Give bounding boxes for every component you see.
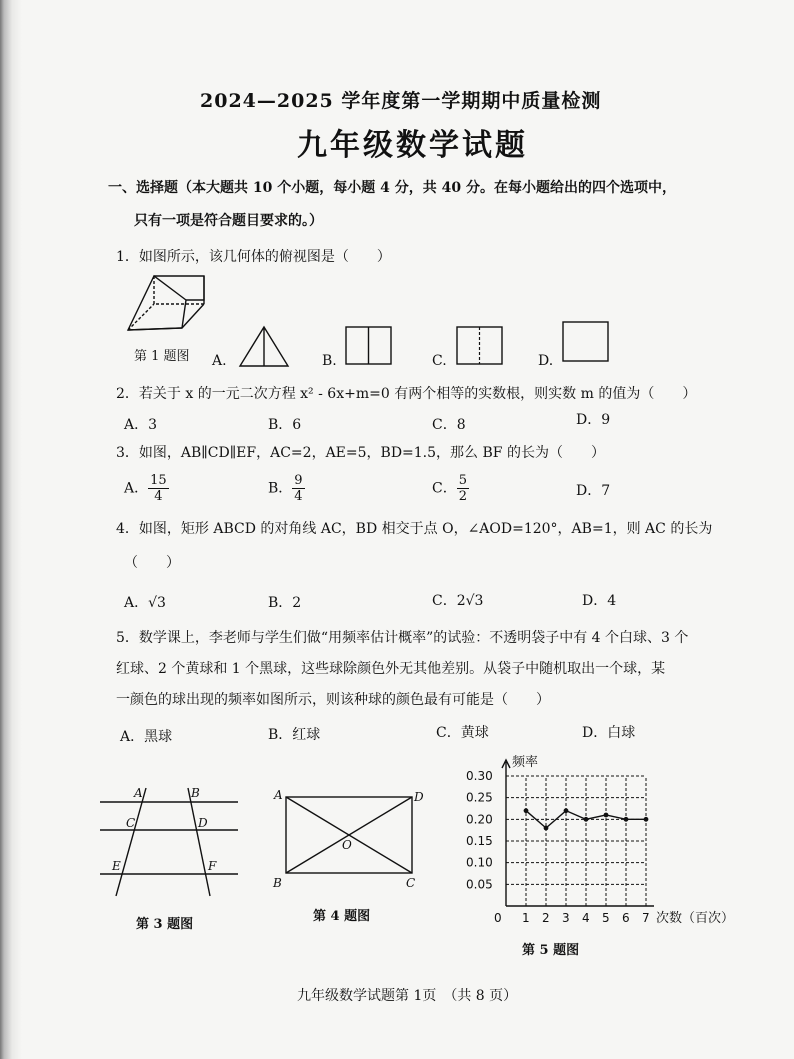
q3-option-d: D．7 bbox=[576, 483, 611, 499]
q3-option-b-fraction bbox=[292, 473, 304, 504]
q1-option-d-label: D. bbox=[538, 353, 554, 369]
fig3-label-d: D bbox=[198, 816, 208, 830]
chart-xtick-label: 3 bbox=[562, 911, 570, 925]
chart-data-point bbox=[524, 808, 529, 813]
chart-ytick-label: 0.05 bbox=[466, 877, 493, 892]
q3-stem: 3．如图，AB∥CD∥EF，AC=2，AE=5，BD=1.5，那么 BF 的长为（ ） bbox=[116, 445, 605, 461]
fig4-label-o: O bbox=[342, 838, 352, 852]
fig4-label-a: A bbox=[274, 788, 283, 802]
chart-ytick-label: 0.10 bbox=[466, 855, 493, 870]
chart-xtick-label: 2 bbox=[542, 911, 550, 925]
fig4-label-c: C bbox=[406, 876, 416, 890]
q4-option-d: D．4 bbox=[582, 593, 617, 609]
q2-option-b: B．6 bbox=[268, 417, 302, 433]
q1-option-c-rect bbox=[456, 326, 504, 366]
scan-binding-edge bbox=[0, 0, 22, 1059]
q1-option-a-label: A. bbox=[212, 353, 227, 369]
fig3-label-a: A bbox=[134, 786, 143, 800]
section-heading-line2: 只有一项是符合题目要求的。） bbox=[134, 213, 323, 229]
chart-y-axis-label: 频率 bbox=[512, 755, 539, 770]
chart-data-point bbox=[624, 817, 629, 822]
q4-paren: （ ） bbox=[124, 555, 180, 571]
q1-option-c-label: C. bbox=[432, 353, 447, 369]
q5-option-a: A．黑球 bbox=[120, 729, 173, 745]
q1-option-b-rect bbox=[345, 326, 393, 366]
section-heading-line1: 一、选择题（本大题共 10 个小题，每小题 4 分，共 40 分。在每小题给出的四个选项中， bbox=[108, 180, 676, 196]
chart-xtick-label: 1 bbox=[522, 911, 530, 925]
chart-xtick-label: 6 bbox=[622, 911, 630, 925]
q3-option-a-label: A． bbox=[124, 480, 149, 497]
chart-origin-label: 0 bbox=[494, 911, 502, 925]
q4-option-a: A．√3 bbox=[124, 595, 166, 611]
q5-stem-line1: 5．数学课上，李老师与学生们做“用频率估计概率”的试验：不透明袋子中有 4 个白球、3 个 bbox=[116, 630, 689, 646]
chart-data-point bbox=[604, 813, 609, 818]
q1-prism-figure bbox=[124, 270, 210, 336]
fig4-caption: 第 4 题图 bbox=[313, 909, 371, 924]
q2-option-a: A．3 bbox=[124, 417, 158, 433]
chart-ytick-label: 0.20 bbox=[466, 812, 493, 827]
q3-option-b bbox=[268, 473, 305, 504]
q1-stem: 1．如图所示，该几何体的俯视图是（ ） bbox=[116, 249, 391, 265]
chart-data-point bbox=[584, 817, 589, 822]
q3-option-b-numerator: 9 bbox=[294, 473, 303, 488]
q3-option-b-label: B． bbox=[268, 480, 293, 497]
fig3-label-b: B bbox=[191, 786, 200, 800]
q3-option-a-denominator: 4 bbox=[154, 489, 163, 504]
q1-option-b-label: B. bbox=[322, 353, 337, 369]
q3-option-c bbox=[432, 473, 469, 504]
q3-option-c-label: C． bbox=[432, 480, 457, 497]
fig3-label-e: E bbox=[112, 859, 121, 873]
fig3-transversal-right bbox=[188, 788, 210, 896]
q5-stem-line3: 一颜色的球出现的频率如图所示，则该种球的颜色最有可能是（ ） bbox=[116, 692, 550, 708]
chart-x-axis-label: 次数（百次） bbox=[656, 911, 735, 926]
fig3-caption: 第 3 题图 bbox=[136, 917, 194, 932]
q3-option-b-denominator: 4 bbox=[294, 489, 303, 504]
fig4-label-b: B bbox=[273, 876, 282, 890]
q5-option-b: B．红球 bbox=[268, 727, 321, 743]
fig4-rectangle bbox=[270, 785, 430, 895]
q5-option-c: C．黄球 bbox=[436, 725, 489, 741]
chart-data-point bbox=[644, 817, 649, 822]
q2-option-c: C．8 bbox=[432, 417, 466, 433]
fig4-label-d: D bbox=[414, 790, 424, 804]
chart-xtick-label: 4 bbox=[582, 911, 590, 925]
fig5-frequency-chart bbox=[458, 748, 758, 928]
exam-title: 九年级数学试题 bbox=[297, 128, 528, 163]
q3-option-a bbox=[124, 473, 169, 504]
q4-stem: 4．如图，矩形 ABCD 的对角线 AC，BD 相交于点 O，∠AOD=120°，AB=1，则 AC 的长为 bbox=[116, 521, 713, 537]
q5-option-d: D．白球 bbox=[582, 725, 636, 741]
page-footer: 九年级数学试题第 1页 （共 8 页） bbox=[297, 988, 518, 1004]
chart-xtick-label: 5 bbox=[602, 911, 610, 925]
exam-subtitle: 2024—2025 学年度第一学期期中质量检测 bbox=[200, 90, 602, 112]
q3-option-c-denominator: 2 bbox=[458, 489, 467, 504]
q3-option-a-fraction bbox=[148, 473, 169, 504]
fig3-transversal-left bbox=[116, 788, 146, 896]
chart-ytick-label: 0.30 bbox=[466, 769, 493, 783]
fig3-label-f: F bbox=[208, 859, 217, 873]
fig5-caption: 第 5 题图 bbox=[522, 943, 580, 958]
chart-data-point bbox=[544, 826, 549, 831]
fig3-label-c: C bbox=[126, 816, 136, 830]
chart-ytick-label: 0.25 bbox=[466, 790, 493, 805]
chart-ytick-label: 0.15 bbox=[466, 834, 493, 848]
chart-data-point bbox=[564, 808, 569, 813]
chart-xtick-label: 7 bbox=[642, 911, 650, 925]
q3-option-c-numerator: 5 bbox=[458, 473, 467, 488]
q1-figure-caption: 第 1 题图 bbox=[134, 349, 190, 364]
q4-option-b: B．2 bbox=[268, 595, 302, 611]
fig3-parallel-lines bbox=[96, 782, 246, 902]
q5-stem-line2: 红球、2 个黄球和 1 个黑球，这些球除颜色外无其他差别。从袋子中随机取出一个球，某 bbox=[116, 661, 666, 677]
q2-option-d: D．9 bbox=[576, 412, 611, 428]
q3-option-c-fraction bbox=[457, 473, 469, 504]
q4-option-c: C．2√3 bbox=[432, 593, 484, 609]
q3-option-a-numerator: 15 bbox=[150, 473, 167, 488]
q2-stem: 2．若关于 x 的一元二次方程 x² - 6x+m=0 有两个相等的实数根，则实数 m 的值为（ ） bbox=[116, 386, 697, 402]
q1-option-d-rect bbox=[562, 321, 610, 363]
q1-option-a-triangle bbox=[238, 324, 290, 368]
